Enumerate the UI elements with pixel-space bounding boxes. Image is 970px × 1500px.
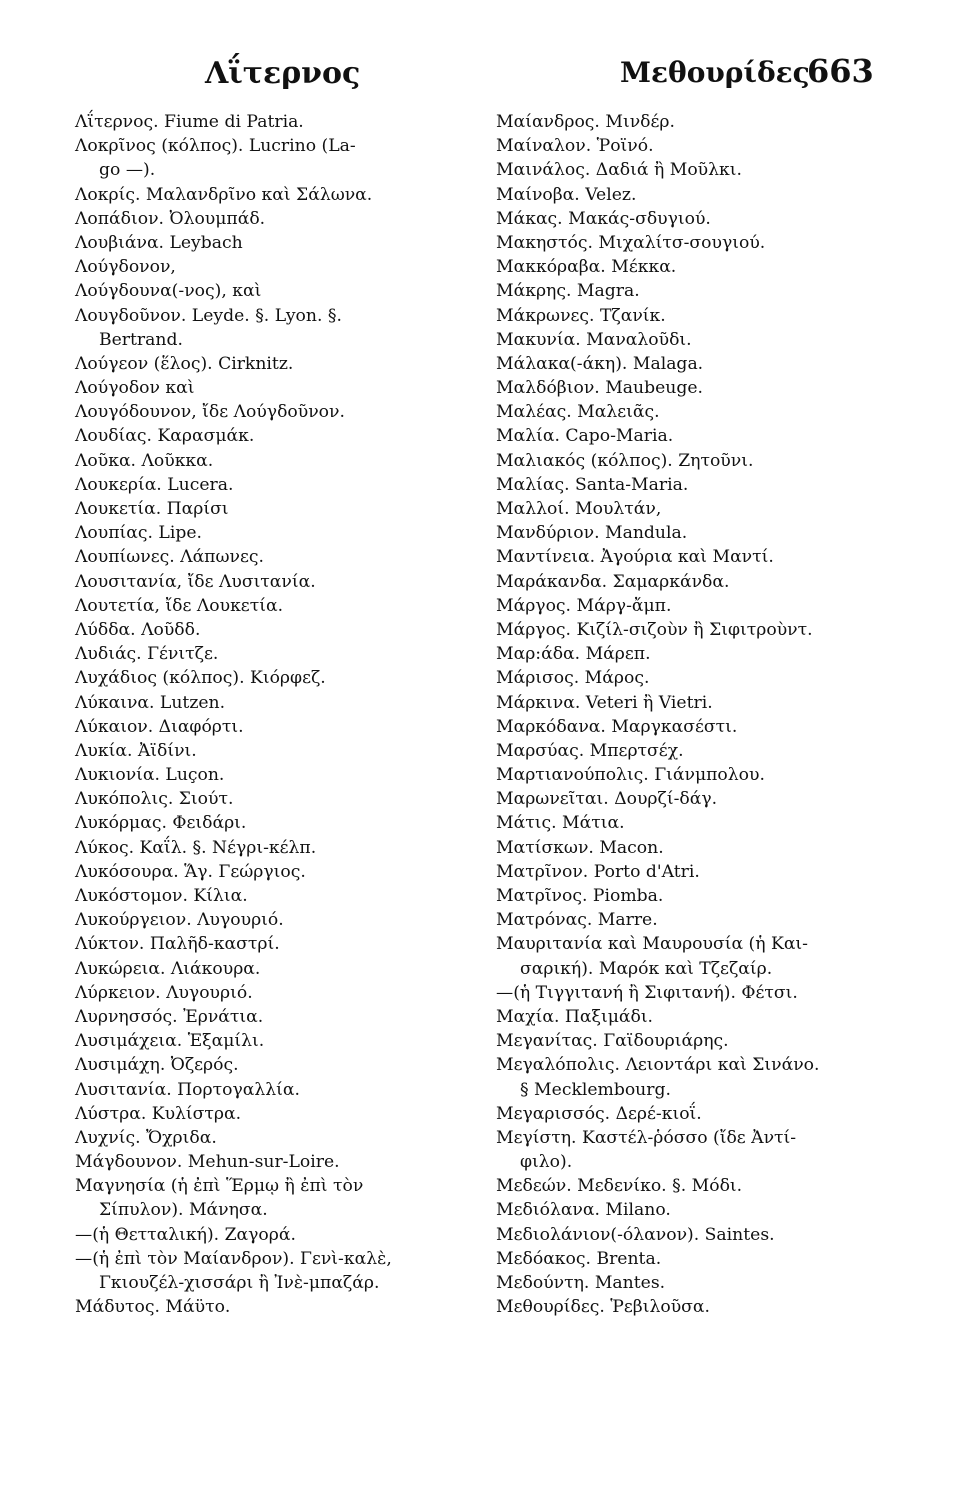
dictionary-entry: Λούγδουνα(-νος), καὶ [75, 281, 262, 302]
dictionary-entry: Μακηστός. Μιχαλίτσ-σουγιού. [496, 232, 766, 253]
dictionary-entry: Λύστρα. Κυλίστρα. [75, 1103, 242, 1124]
right-column [496, 110, 901, 1319]
dictionary-entry: Μακκόραβα. Μέκκα. [496, 257, 677, 278]
dictionary-entry: Μαρτιανούπολις. Γιάνμπολου. [496, 765, 765, 786]
dictionary-entry: Ματρόνας. Marre. [496, 910, 658, 931]
dictionary-entry: Μαχία. Παξιμάδι. [496, 1006, 654, 1027]
dictionary-entry: Λούγοδον καὶ [75, 378, 195, 399]
dictionary-entry: Λυδιάς. Γένιτζε. [75, 644, 219, 665]
dictionary-entry: Ματρῖνον. Porto d'Atri. [496, 861, 700, 882]
dictionary-entry: Λυκόστομον. Κίλια. [75, 886, 248, 906]
dictionary-entry: Μεδιολάνιον(-όλανον). Saintes. [496, 1224, 775, 1245]
dictionary-entry: —(ἡ Θετταλική). Ζαγορά. [75, 1224, 296, 1245]
dictionary-entry: Λουπίωνες. Λάπωνες. [75, 547, 264, 568]
dictionary-entry: Μαυριτανία καὶ Μαυρουσία (ἡ Και- [496, 934, 808, 955]
dictionary-entry: go —). [99, 160, 156, 181]
dictionary-entry: Σίπυλον). Μάνησα. [99, 1200, 268, 1221]
dictionary-entry: Μαρσύας. Μπερτσέχ. [496, 740, 684, 761]
dictionary-entry: Λοπάδιον. Ὀλουμπάδ. [75, 208, 266, 229]
dictionary-entry: Μάκρης. Magra. [496, 281, 640, 302]
dictionary-entry: Μάδυτος. Μάϋτο. [75, 1297, 231, 1318]
dictionary-entry: Bertrand. [99, 329, 183, 350]
dictionary-entry: Μαλδόβιον. Maubeuge. [496, 378, 703, 399]
dictionary-entry: Ματίσκων. Macon. [496, 837, 664, 858]
dictionary-entry: Λουτετία, ἴδε Λουκετία. [75, 595, 284, 616]
dictionary-entry: Μαινάλος. Δαδιά ἢ Μοῦλκι. [496, 160, 742, 181]
dictionary-entry: Μεγίστη. Καστέλ-ῥόσσο (ἴδε Ἀντί- [496, 1127, 797, 1148]
dictionary-entry: Λύκτον. Παλῆδ-καστρί. [75, 934, 280, 955]
dictionary-entry: Μανδύριον. Mandula. [496, 523, 688, 544]
dictionary-entry: Μάργος. Μάργ-ἄμπ. [496, 595, 672, 616]
header-last-entry: Μεθουρίδες [620, 56, 810, 89]
dictionary-entry: Λυκία. Ἀϊδίνι. [75, 740, 197, 761]
dictionary-entry: Μεθουρίδες. Ῥεβιλοῦσα. [496, 1297, 710, 1318]
dictionary-entry: —(ἡ ἐπὶ τὸν Μαίανδρον). Γενὶ-καλὲ, [75, 1248, 392, 1269]
dictionary-entry: Μαντίνεια. Ἀγούρια καὶ Μαντί. [496, 547, 774, 568]
dictionary-entry: Μάκρωνες. Τζανίκ. [496, 305, 666, 326]
left-column [75, 110, 475, 1319]
dictionary-entry: Μεδόακος. Brenta. [496, 1248, 662, 1269]
dictionary-entry: Λούγεον (ἕλος). Cirknitz. [75, 353, 294, 374]
dictionary-entry: Μάργος. Κιζίλ-σιζοὺν ἢ Σιφιτροὺντ. [496, 619, 813, 640]
dictionary-entry: Μάρκινα. Veteri ἢ Vietri. [496, 692, 713, 713]
dictionary-entry: Μαλίας. Santa-Maria. [496, 474, 689, 495]
dictionary-entry: Λυκιονία. Luçon. [75, 765, 225, 786]
dictionary-entry: Μαγνησία (ἡ ἐπὶ Ἕρμῳ ἢ ἐπὶ τὸν [75, 1176, 364, 1197]
dictionary-entry: Μεδιόλανα. Milano. [496, 1200, 671, 1221]
dictionary-entry: Μεδούντη. Mantes. [496, 1273, 666, 1293]
dictionary-entry: Γκιουζέλ-χισσάρι ἢ Ἰνὲ-μπαζάρ. [99, 1273, 380, 1293]
dictionary-entry: Λυκόπολις. Σιούτ. [75, 789, 234, 810]
dictionary-entry: Λυκόρμας. Φειδάρι. [75, 813, 247, 834]
dictionary-entry: Λυρνησσός. Ἐρνάτια. [75, 1006, 264, 1027]
dictionary-entry: Λύδδα. Λοῦδδ. [75, 619, 201, 640]
dictionary-entry: Λύρκειον. Λυγουριό. [75, 982, 253, 1003]
dictionary-entry: Ματρῖνος. Piomba. [496, 886, 664, 906]
dictionary-entry: Λυκώρεια. Λιάκουρα. [75, 958, 261, 979]
dictionary-entry: Μαρωνεῖται. Δουρζί-δάγ. [496, 789, 718, 810]
dictionary-entry: Μάκας. Μακάς-σδυγιού. [496, 208, 711, 229]
dictionary-entry: Λύκαιον. Διαφόρτι. [75, 716, 244, 737]
dictionary-entry: Λουσιτανία, ἴδε Λυσιτανία. [75, 571, 316, 592]
dictionary-entry: Μάγδουνον. Mehun-sur-Loire. [75, 1152, 340, 1173]
dictionary-entry: § Mecklembourg. [520, 1079, 671, 1100]
dictionary-entry: Μαλέας. Μαλειᾶς. [496, 402, 660, 423]
dictionary-entry: Λουκερία. Lucera. [75, 474, 234, 495]
dictionary-entry: Μεγαλόπολις. Λειοντάρι καὶ Σινάνο. [496, 1055, 820, 1076]
dictionary-entry: Μαράκανδα. Σαμαρκάνδα. [496, 571, 730, 592]
dictionary-entry: Λυκούργειον. Λυγουριό. [75, 910, 284, 931]
dictionary-entry: Μάτις. Μάτια. [496, 813, 625, 834]
dictionary-entry: Μαρκόδανα. Μαργκασέστι. [496, 716, 738, 737]
dictionary-entry: Μεδεών. Μεδενίκο. §. Μόδι. [496, 1176, 743, 1197]
dictionary-entry: σαρική). Μαρόκ καὶ Τζεζαίρ. [520, 958, 773, 979]
dictionary-entry: Λυκόσουρα. Ἅγ. Γεώργιος. [75, 861, 306, 882]
header-first-entry: Λΐτερνος [205, 56, 361, 91]
dictionary-entry: Λουβιάνα. Leybach [75, 232, 243, 253]
dictionary-entry: Λουγόδουνον, ἴδε Λούγδοῦνον. [75, 402, 345, 423]
dictionary-entry: —(ἡ Τιγγιτανή ἢ Σιφιτανή). Φέτσι. [496, 982, 798, 1003]
dictionary-entry: Λυσιτανία. Πορτογαλλία. [75, 1079, 300, 1100]
dictionary-entry: Λυχνίς. Ὄχριδα. [75, 1127, 217, 1148]
dictionary-entry: Λοκρίς. Μαλανδρῖνο καὶ Σάλωνα. [75, 184, 373, 205]
dictionary-entry: Λύκαινα. Lutzen. [75, 692, 226, 713]
dictionary-entry: Μαρ:άδα. Μάρεπ. [496, 644, 651, 665]
dictionary-entry: Λουκετία. Παρίσι [75, 499, 229, 519]
dictionary-entry: Μαίναλον. Ῥοϊνό. [496, 136, 654, 157]
dictionary-entry: Λουγδοῦνον. Leyde. §. Lyon. §. [75, 305, 342, 326]
page-number: 663 [807, 52, 874, 90]
dictionary-entry: Μαλλοί. Μουλτάν, [496, 499, 662, 519]
dictionary-entry: Λΐτερνος. Fiume di Patria. [75, 112, 304, 132]
dictionary-entry: Λουπίας. Lipe. [75, 523, 202, 544]
dictionary-entry: Μαίανδρος. Μινδέρ. [496, 112, 675, 132]
dictionary-entry: Μεγαρισσός. Δερέ-κιοΐ. [496, 1103, 702, 1124]
dictionary-entry: Μεγανίτας. Γαϊδουριάρης. [496, 1031, 729, 1052]
dictionary-entry: Λούγδονον, [75, 257, 176, 278]
dictionary-entry: Μάρισος. Μάρος. [496, 668, 650, 689]
dictionary-entry: Λοκρῖνος (κόλπος). Lucrino (La- [75, 136, 356, 157]
dictionary-entry: Λουδίας. Καρασμάκ. [75, 426, 255, 447]
dictionary-entry: φιλο). [520, 1152, 573, 1173]
dictionary-entry: Λοῦκα. Λοῦκκα. [75, 450, 214, 471]
dictionary-entry: Λυσιμάχη. Ὀζερός. [75, 1055, 239, 1076]
dictionary-entry: Μακυνία. Μαναλοῦδι. [496, 329, 692, 350]
dictionary-entry: Μαλία. Capo-Maria. [496, 426, 674, 447]
dictionary-entry: Μάλακα(-άκη). Malaga. [496, 353, 704, 374]
page-header [0, 48, 970, 98]
dictionary-entry: Λύκος. Καΐλ. §. Νέγρι-κέλπ. [75, 837, 317, 858]
dictionary-entry: Λυσιμάχεια. Ἑξαμίλι. [75, 1031, 265, 1052]
dictionary-entry: Μαίνοβα. Velez. [496, 184, 637, 205]
dictionary-entry: Λυχάδιος (κόλπος). Κιόρφεζ. [75, 668, 326, 689]
dictionary-entry: Μαλιακός (κόλπος). Ζητοῦνι. [496, 450, 754, 471]
